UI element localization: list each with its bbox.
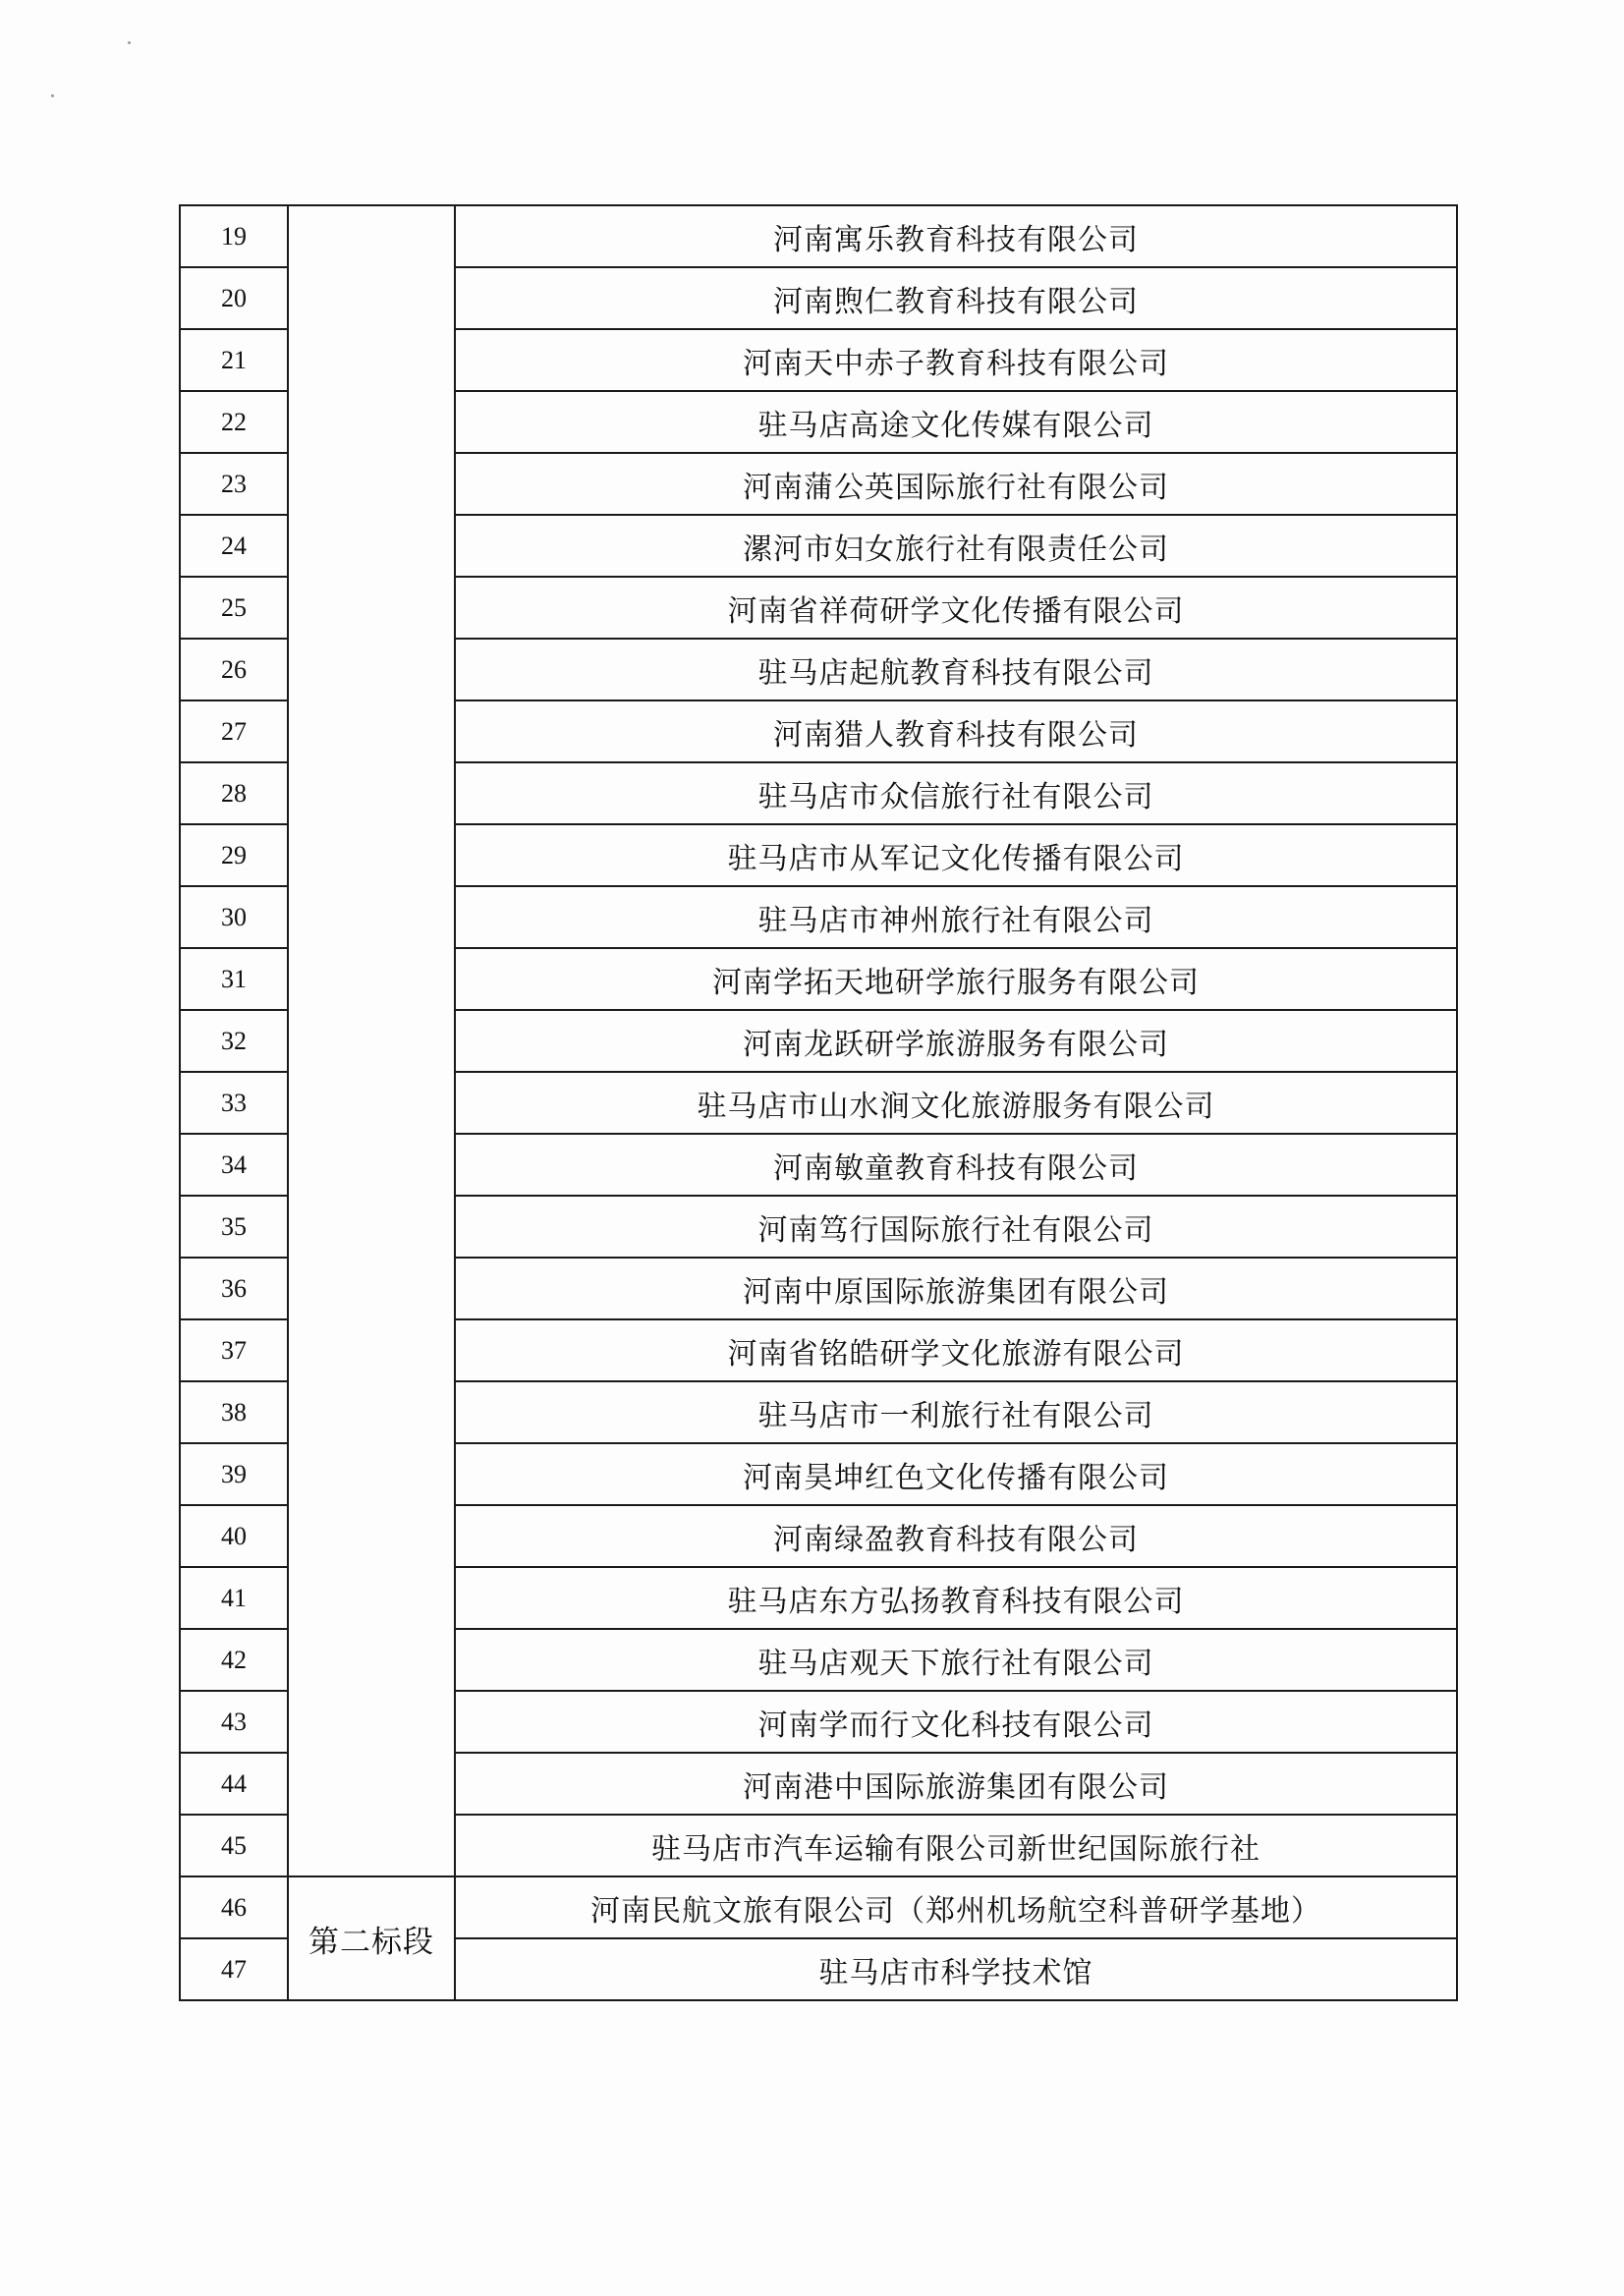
company-name: 驻马店市神州旅行社有限公司	[455, 886, 1457, 948]
row-number: 23	[180, 453, 288, 515]
company-name: 河南寓乐教育科技有限公司	[455, 205, 1457, 267]
company-name: 河南龙跃研学旅游服务有限公司	[455, 1010, 1457, 1072]
row-number: 36	[180, 1258, 288, 1319]
row-number: 30	[180, 886, 288, 948]
row-number: 19	[180, 205, 288, 267]
company-name: 河南省祥荷研学文化传播有限公司	[455, 577, 1457, 639]
row-number: 29	[180, 824, 288, 886]
company-name: 河南学拓天地研学旅行服务有限公司	[455, 948, 1457, 1010]
company-name: 河南笃行国际旅行社有限公司	[455, 1196, 1457, 1258]
row-number: 32	[180, 1010, 288, 1072]
company-name: 驻马店市众信旅行社有限公司	[455, 762, 1457, 824]
company-list-table	[179, 204, 1458, 2001]
row-number: 41	[180, 1567, 288, 1629]
row-number: 38	[180, 1381, 288, 1443]
section-cell: 第二标段	[288, 1876, 455, 2000]
row-number: 42	[180, 1629, 288, 1691]
row-number: 27	[180, 700, 288, 762]
company-name: 河南敏童教育科技有限公司	[455, 1134, 1457, 1196]
row-number: 45	[180, 1815, 288, 1876]
company-name: 驻马店观天下旅行社有限公司	[455, 1629, 1457, 1691]
row-number: 44	[180, 1753, 288, 1815]
row-number: 21	[180, 329, 288, 391]
company-name: 河南省铭皓研学文化旅游有限公司	[455, 1319, 1457, 1381]
row-number: 25	[180, 577, 288, 639]
company-name: 驻马店市科学技术馆	[455, 1938, 1457, 2000]
row-number: 37	[180, 1319, 288, 1381]
scan-speck	[128, 41, 131, 44]
row-number: 33	[180, 1072, 288, 1134]
company-name: 驻马店市从军记文化传播有限公司	[455, 824, 1457, 886]
row-number: 34	[180, 1134, 288, 1196]
company-name: 漯河市妇女旅行社有限责任公司	[455, 515, 1457, 577]
company-name: 河南中原国际旅游集团有限公司	[455, 1258, 1457, 1319]
company-name: 河南民航文旅有限公司（郑州机场航空科普研学基地）	[455, 1876, 1457, 1938]
company-name: 河南蒲公英国际旅行社有限公司	[455, 453, 1457, 515]
company-name: 河南学而行文化科技有限公司	[455, 1691, 1457, 1753]
row-number: 43	[180, 1691, 288, 1753]
row-number: 40	[180, 1505, 288, 1567]
company-name: 驻马店东方弘扬教育科技有限公司	[455, 1567, 1457, 1629]
company-name: 河南煦仁教育科技有限公司	[455, 267, 1457, 329]
scan-speck	[51, 94, 54, 97]
row-number: 35	[180, 1196, 288, 1258]
company-name: 驻马店市一利旅行社有限公司	[455, 1381, 1457, 1443]
company-name: 河南天中赤子教育科技有限公司	[455, 329, 1457, 391]
row-number: 47	[180, 1938, 288, 2000]
row-number: 39	[180, 1443, 288, 1505]
company-name: 驻马店市汽车运输有限公司新世纪国际旅行社	[455, 1815, 1457, 1876]
company-name: 河南猎人教育科技有限公司	[455, 700, 1457, 762]
row-number: 22	[180, 391, 288, 453]
company-name: 驻马店起航教育科技有限公司	[455, 639, 1457, 700]
company-name: 河南港中国际旅游集团有限公司	[455, 1753, 1457, 1815]
row-number: 20	[180, 267, 288, 329]
section-cell	[288, 205, 455, 1876]
company-name: 驻马店市山水涧文化旅游服务有限公司	[455, 1072, 1457, 1134]
row-number: 26	[180, 639, 288, 700]
table-row	[180, 1876, 1457, 1938]
table-row	[180, 205, 1457, 267]
company-name: 河南昊坤红色文化传播有限公司	[455, 1443, 1457, 1505]
row-number: 24	[180, 515, 288, 577]
row-number: 31	[180, 948, 288, 1010]
row-number: 46	[180, 1876, 288, 1938]
company-name: 驻马店高途文化传媒有限公司	[455, 391, 1457, 453]
company-name: 河南绿盈教育科技有限公司	[455, 1505, 1457, 1567]
row-number: 28	[180, 762, 288, 824]
